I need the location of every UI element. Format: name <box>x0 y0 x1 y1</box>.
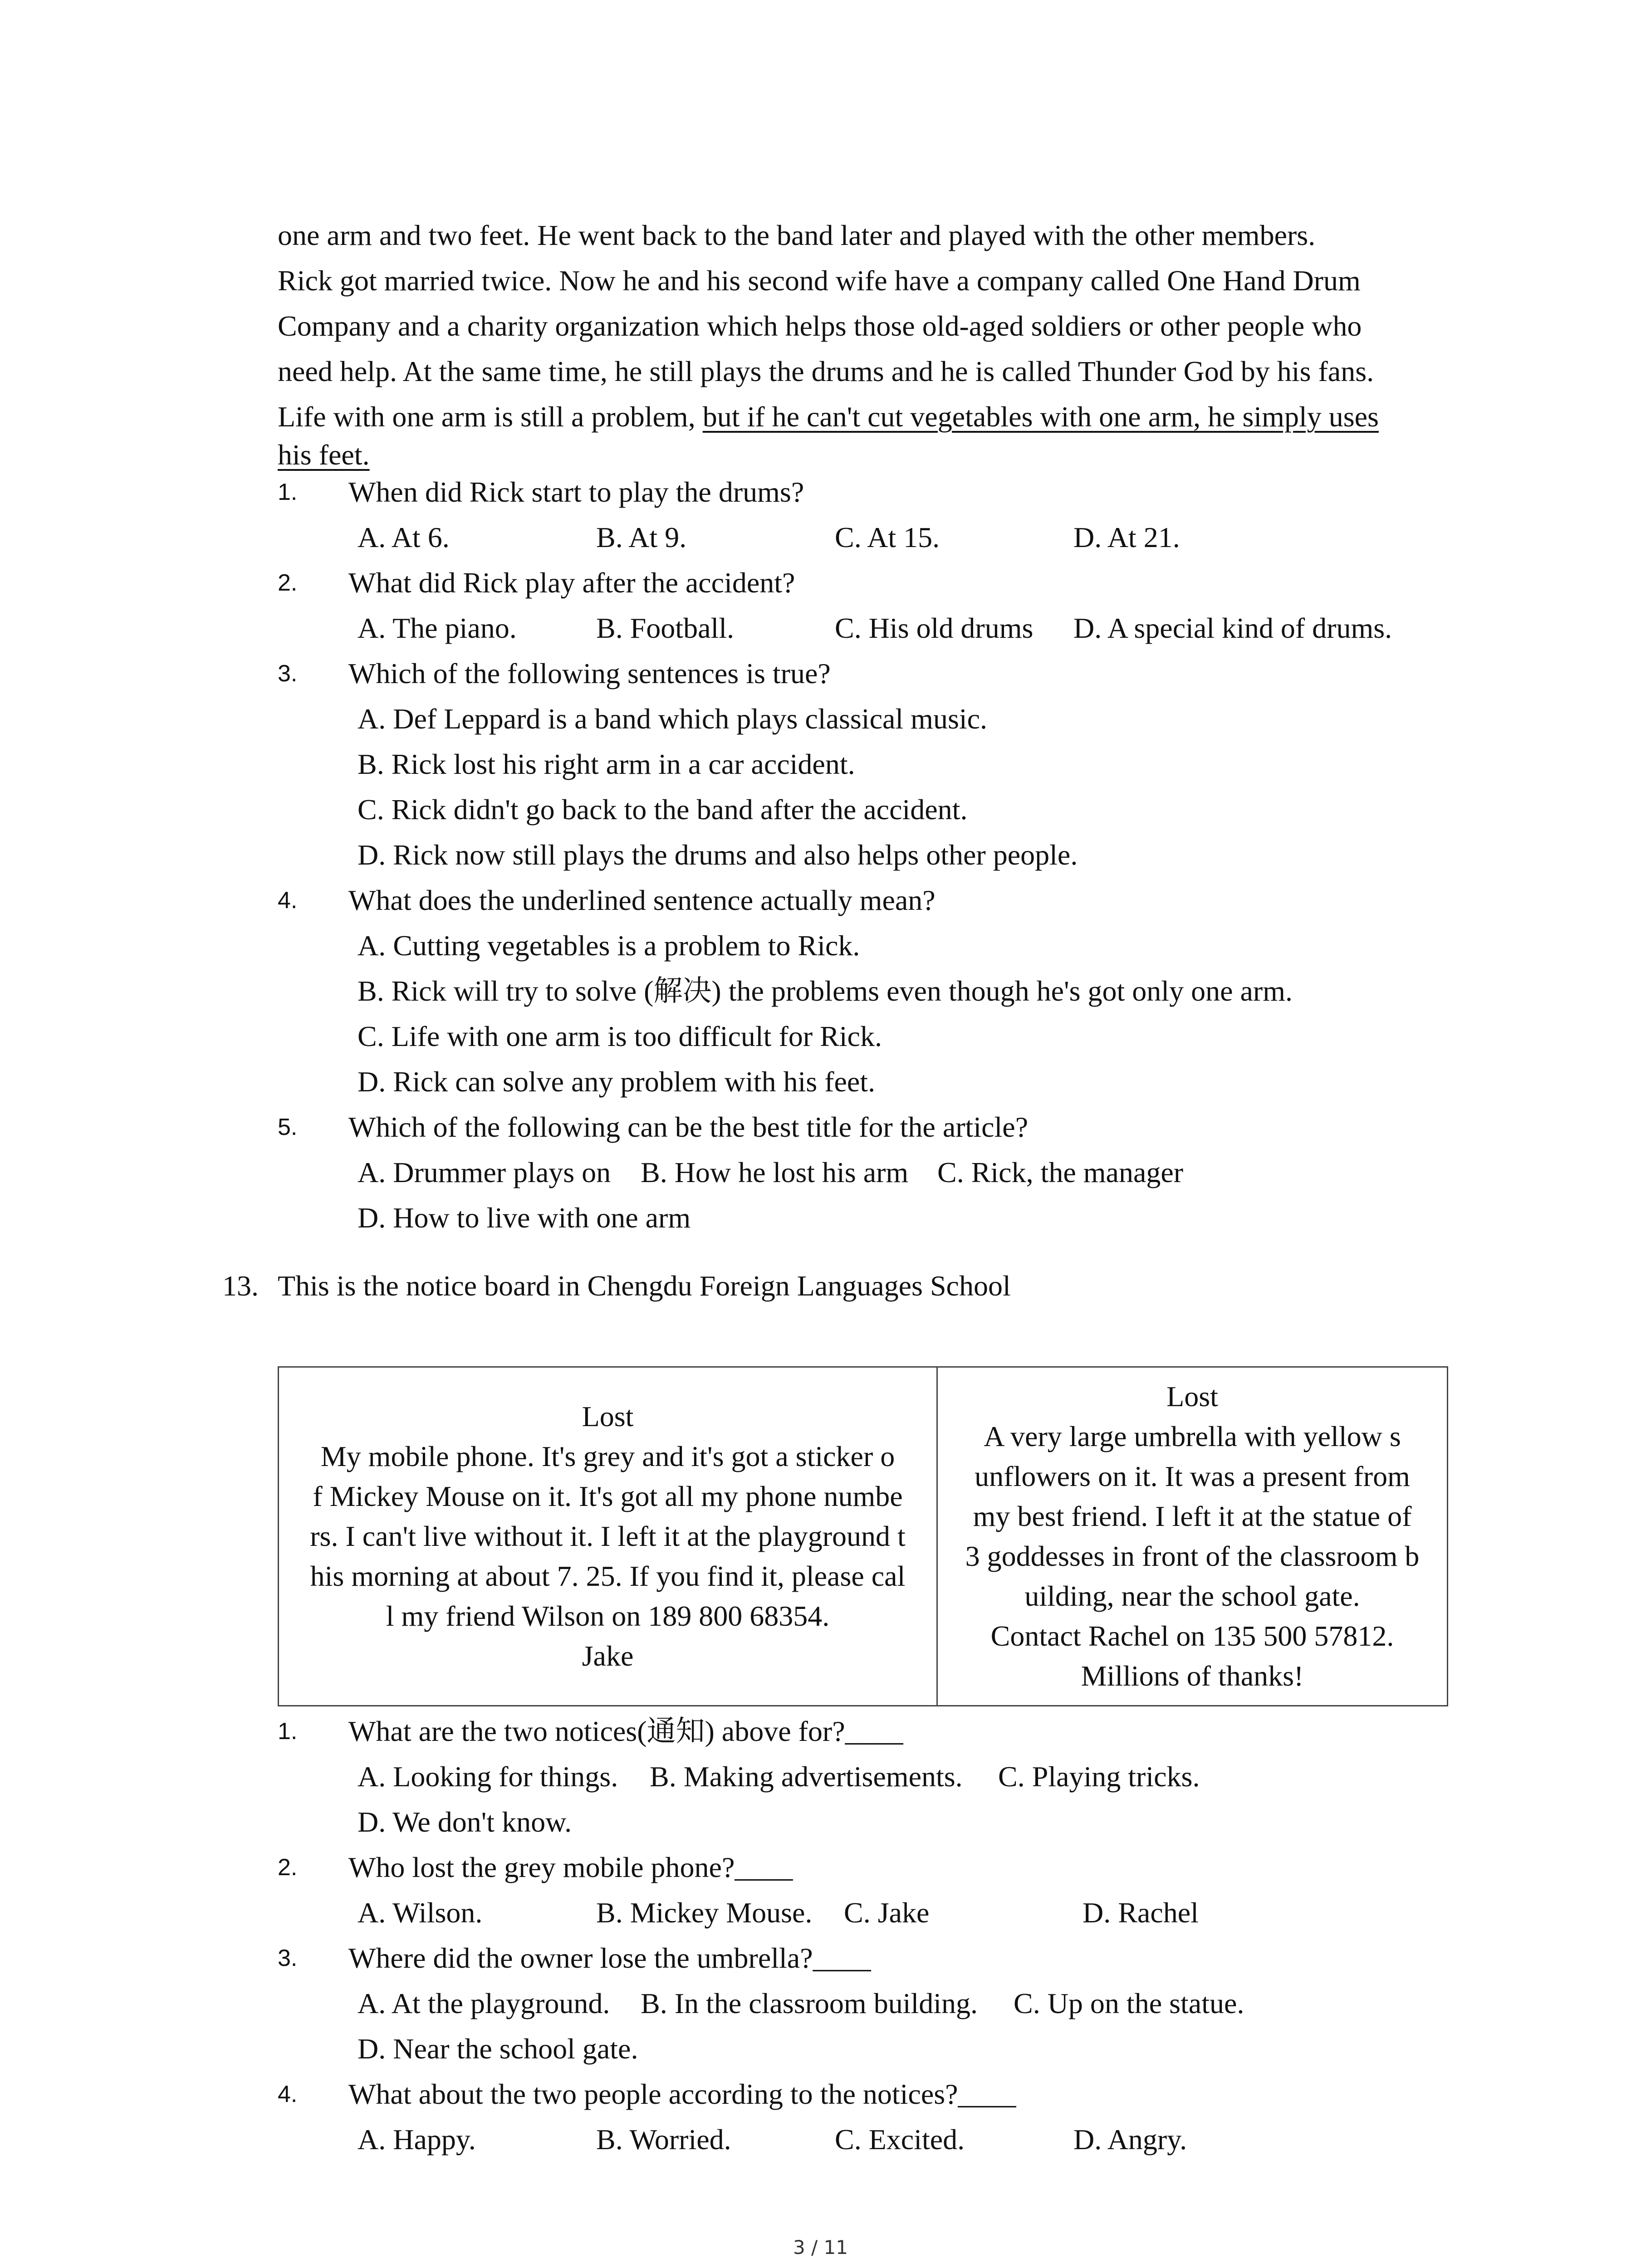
question-text: What does the underlined sentence actually mean? <box>348 884 936 916</box>
notice-board-table <box>278 1366 1448 1706</box>
option: B. Mickey Mouse. <box>596 1897 813 1929</box>
option: D. Rachel <box>1083 1897 1199 1929</box>
option: B. Rick lost his right arm in a car accident. <box>358 748 855 780</box>
passage-text: Life with one arm is still a problem, <box>278 401 703 433</box>
option: D. Rick now still plays the drums and also helps other people. <box>358 839 1078 871</box>
option: B. Worried. <box>596 2123 731 2156</box>
question-text: Which of the following sentences is true? <box>348 657 831 689</box>
question-number: 2. <box>278 570 298 596</box>
option: B. Rick will try to solve (解决) the problems even though he's got only one arm. <box>358 975 1293 1007</box>
option: D. At 21. <box>1073 521 1180 553</box>
question-text: Who lost the grey mobile phone?____ <box>348 1851 793 1883</box>
option: A. Def Leppard is a band which plays classical music. <box>358 703 988 735</box>
passage-line: one arm and two feet. He went back to the band later and played with the other members. <box>278 219 1316 251</box>
option: A. At the playground. <box>358 1987 610 2019</box>
option: A. Looking for things. <box>358 1760 618 1793</box>
option: A. Cutting vegetables is a problem to Rick. <box>358 929 860 962</box>
question-number: 3. <box>278 1945 298 1971</box>
question-number: 3. <box>278 660 298 687</box>
option: D. Rick can solve any problem with his feet. <box>358 1066 876 1098</box>
option: C. Jake <box>844 1897 930 1929</box>
option: D. A special kind of drums. <box>1073 612 1392 644</box>
question-text: What are the two notices(通知) above for?____ <box>348 1715 903 1747</box>
question-number: 4. <box>278 887 298 914</box>
notice-body: My mobile phone. It's grey and it's got a sticker o f Mickey Mouse on it. It's got all my phone numbe rs. I can't live without it. I left it at the playground t his morning at about 7. 25. If you find it, please cal l my friend Wilson on 189 800 68354. <box>310 1440 906 1632</box>
question-number: 4. <box>278 2081 298 2107</box>
option: B. At 9. <box>596 521 687 553</box>
passage-line: Rick got married twice. Now he and his second wife have a company called One Hand Drum <box>278 264 1361 297</box>
passage-line: Company and a charity organization which helps those old-aged soldiers or other people who <box>278 310 1362 342</box>
option: D. Angry. <box>1073 2123 1187 2156</box>
option: A. Wilson. <box>358 1897 483 1929</box>
option: A. Drummer plays on <box>358 1156 611 1188</box>
section-title: This is the notice board in Chengdu Foreign Languages School <box>278 1270 1011 1302</box>
option: C. Up on the statue. <box>1014 1987 1244 2019</box>
underlined-sentence: but if he can't cut vegetables with one arm, he simply uses <box>702 401 1379 433</box>
option: B. Football. <box>596 612 735 644</box>
passage-line <box>278 435 1448 475</box>
question-text: What did Rick play after the accident? <box>348 567 795 599</box>
option: B. Making advertisements. <box>650 1760 963 1793</box>
notice-lost-umbrella <box>938 1368 1447 1705</box>
option: D. Near the school gate. <box>358 2033 638 2065</box>
option: A. Happy. <box>358 2123 476 2156</box>
page-number: 3 / 11 <box>793 2236 848 2258</box>
notice-signature: Jake <box>582 1640 634 1672</box>
option: D. We don't know. <box>358 1806 572 1838</box>
question-text: Which of the following can be the best title for the article? <box>348 1111 1029 1143</box>
option: C. Excited. <box>835 2123 965 2156</box>
passage-line <box>278 396 1448 437</box>
underlined-sentence-end: his feet. <box>278 439 370 471</box>
question-text: Where did the owner lose the umbrella?____ <box>348 1942 871 1974</box>
option: C. Rick, the manager <box>937 1156 1184 1188</box>
option: C. At 15. <box>835 521 940 553</box>
passage-line: need help. At the same time, he still plays the drums and he is called Thunder God by his fans. <box>278 355 1374 387</box>
option: C. Rick didn't go back to the band after the accident. <box>358 793 968 826</box>
question-number: 1. <box>278 479 298 505</box>
option: C. His old drums <box>835 612 1034 644</box>
option: D. How to live with one arm <box>358 1202 691 1234</box>
option: B. In the classroom building. <box>641 1987 978 2019</box>
question-text: When did Rick start to play the drums? <box>348 476 804 508</box>
question-number: 5. <box>278 1114 298 1140</box>
notice-heading: Lost <box>582 1400 634 1432</box>
notice-body: A very large umbrella with yellow s unflowers on it. It was a present from my best friend. I left it at the statue of 3 goddesses in front of the classroom b uilding, near the school gate. Contact Rachel on 135 500 57812. Millions of thanks! <box>965 1420 1420 1692</box>
option: A. The piano. <box>358 612 517 644</box>
question-number: 2. <box>278 1854 298 1881</box>
option: A. At 6. <box>358 521 450 553</box>
option: B. How he lost his arm <box>641 1156 909 1188</box>
option: C. Life with one arm is too difficult for Rick. <box>358 1020 882 1052</box>
option: C. Playing tricks. <box>998 1760 1200 1793</box>
notice-lost-phone <box>279 1368 938 1705</box>
question-number: 1. <box>278 1718 298 1745</box>
question-text: What about the two people according to the notices?____ <box>348 2078 1016 2110</box>
notice-heading: Lost <box>1166 1380 1218 1413</box>
section-number: 13. <box>222 1270 259 1302</box>
